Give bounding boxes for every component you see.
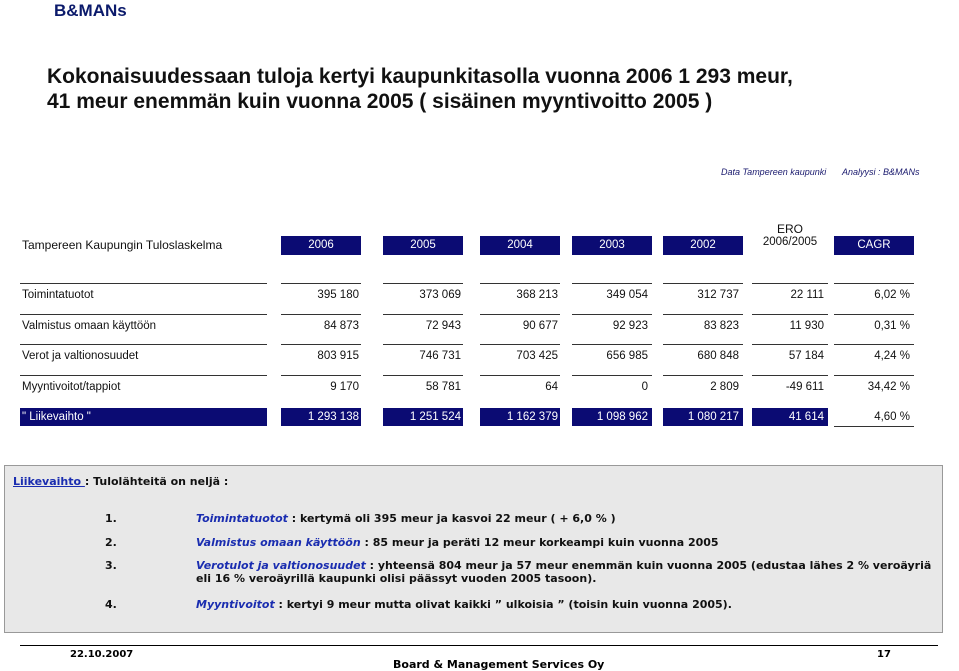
- year-header-2004: 2004: [480, 236, 560, 255]
- row-divider: [572, 344, 652, 345]
- row-divider: [834, 375, 914, 376]
- note-item-text: : yhteensä 804 meur ja 57 meur enemmän kuin vuonna 2005 (edustaa lähes 2 % veroäyriä eli 16 % veroäyrillä kaupunki olisi päässyt vuoden 2005 tasoon).: [196, 559, 932, 585]
- year-header-2002: 2002: [663, 236, 743, 255]
- table-cell: 0,31 %: [874, 320, 910, 332]
- note-heading: [13, 475, 228, 488]
- row-divider: [281, 314, 361, 315]
- row-divider: [20, 283, 267, 284]
- row-divider: [383, 283, 463, 284]
- table-cell: 6,02 %: [874, 289, 910, 301]
- ero-subtitle: 2006/2005: [762, 236, 818, 248]
- row-divider: [834, 344, 914, 345]
- note-item-2: [105, 536, 935, 549]
- table-cell: 22 111: [790, 289, 824, 301]
- table-cell: 92 923: [612, 320, 648, 332]
- row-divider: [572, 314, 652, 315]
- table-label: Tampereen Kaupungin Tuloslaskelma: [22, 238, 223, 252]
- row-divider: [281, 375, 361, 376]
- row-label-verot: Verot ja valtionosuudet: [22, 350, 139, 362]
- table-cell: 1 098 962: [596, 411, 648, 423]
- title-line-1: Kokonaisuudessaan tuloja kertyi kaupunkitasolla vuonna 2006 1 293 meur,: [47, 65, 793, 88]
- note-item-key: Toimintatuotot: [196, 512, 288, 525]
- footer-date: 22.10.2007: [70, 649, 134, 660]
- table-cell: 395 180: [317, 289, 359, 301]
- row-divider: [752, 344, 828, 345]
- table-cell: 84 873: [323, 320, 359, 332]
- note-item-key: Myyntivoitot: [196, 598, 275, 611]
- note-heading-rest: : Tulolähteitä on neljä :: [84, 475, 229, 488]
- row-divider: [834, 283, 914, 284]
- row-divider: [480, 314, 560, 315]
- table-cell: 1 293 138: [307, 411, 359, 423]
- row-divider: [752, 314, 828, 315]
- row-label-toimintatuotot: Toimintatuotot: [22, 289, 94, 301]
- title-line-2: 41 meur enemmän kuin vuonna 2005 ( sisäinen myyntivoitto 2005 ): [47, 90, 713, 113]
- row-divider: [281, 283, 361, 284]
- note-item-text: : kertymä oli 395 meur ja kasvoi 22 meur ( + 6,0 % ): [287, 512, 616, 525]
- table-cell: 11 930: [789, 320, 824, 332]
- row-divider: [480, 375, 560, 376]
- data-source: Data Tampereen kaupunki: [721, 167, 827, 177]
- table-cell: -49 611: [785, 381, 824, 393]
- table-cell: 4,24 %: [874, 350, 910, 362]
- table-cell: 9 170: [330, 381, 359, 393]
- note-item-number: 4.: [105, 598, 117, 611]
- note-item-number: 1.: [105, 512, 117, 525]
- row-divider: [480, 344, 560, 345]
- row-divider: [20, 375, 267, 376]
- table-cell: 34,42 %: [867, 381, 910, 393]
- note-item-text: : kertyi 9 meur mutta olivat kaikki ” ulkoisia ” (toisin kuin vuonna 2005).: [274, 598, 732, 611]
- table-cell: 41 614: [788, 411, 824, 423]
- table-cell: 2 809: [710, 381, 739, 393]
- note-item-text: : 85 meur ja peräti 12 meur korkeampi kuin vuonna 2005: [360, 536, 719, 549]
- year-header-2006: 2006: [281, 236, 361, 255]
- cagr-header: CAGR: [834, 236, 914, 255]
- table-cell: 312 737: [697, 289, 739, 301]
- table-cell: 349 054: [606, 289, 648, 301]
- table-cell: 57 184: [788, 350, 824, 362]
- note-item-key: Valmistus omaan käyttöön: [196, 536, 361, 549]
- table-cell: 746 731: [419, 350, 461, 362]
- page-title: [47, 64, 793, 114]
- row-divider: [20, 344, 267, 345]
- table-cell: 83 823: [703, 320, 739, 332]
- row-divider: [572, 283, 652, 284]
- ero-header: [752, 222, 828, 248]
- row-divider: [834, 314, 914, 315]
- row-divider: [383, 375, 463, 376]
- row-divider: [572, 375, 652, 376]
- row-divider: [663, 344, 743, 345]
- row-divider: [20, 314, 267, 315]
- table-cell: 72 943: [425, 320, 461, 332]
- table-cell: 1 251 524: [409, 411, 461, 423]
- row-divider: [663, 283, 743, 284]
- row-label-myyntivoitot: Myyntivoitot/tappiot: [22, 381, 121, 393]
- note-item-1: [105, 512, 935, 525]
- note-item-3: [105, 559, 935, 585]
- note-item-4: [105, 598, 935, 611]
- page-number: 17: [877, 649, 891, 660]
- table-cell: 368 213: [516, 289, 558, 301]
- note-heading-link: Liikevaihto: [13, 475, 85, 488]
- table-cell: 64: [545, 381, 558, 393]
- row-divider: [752, 375, 828, 376]
- row-label-valmistus: Valmistus omaan käyttöön: [22, 320, 157, 332]
- table-cell: 58 781: [425, 381, 461, 393]
- year-header-2005: 2005: [383, 236, 463, 255]
- year-header-2003: 2003: [572, 236, 652, 255]
- table-cell: 656 985: [606, 350, 648, 362]
- footer-company: Board & Management Services Oy: [393, 658, 605, 671]
- table-cell: 1 162 379: [506, 411, 558, 423]
- row-divider: [281, 344, 361, 345]
- row-divider: [663, 314, 743, 315]
- table-cell: 4,60 %: [874, 411, 910, 423]
- note-item-number: 3.: [105, 559, 117, 572]
- row-divider: [663, 375, 743, 376]
- row-divider: [383, 314, 463, 315]
- row-divider: [834, 426, 914, 427]
- ero-title: ERO: [776, 222, 803, 236]
- table-cell: 373 069: [419, 289, 461, 301]
- row-divider: [383, 344, 463, 345]
- table-cell: 90 677: [522, 320, 558, 332]
- note-item-number: 2.: [105, 536, 117, 549]
- table-cell: 803 915: [317, 350, 359, 362]
- analysis-source: Analyysi : B&MANs: [842, 167, 920, 177]
- table-cell: 1 080 217: [687, 411, 739, 423]
- footer-rule: [20, 645, 938, 646]
- table-cell: 680 848: [697, 350, 739, 362]
- row-label-liikevaihto: " Liikevaihto ": [22, 411, 91, 423]
- table-cell: 0: [641, 381, 648, 393]
- company-logo: B&MANs: [54, 1, 127, 20]
- row-divider: [480, 283, 560, 284]
- row-divider: [752, 283, 828, 284]
- table-cell: 703 425: [516, 350, 558, 362]
- note-item-key: Verotulot ja valtionosuudet: [196, 559, 366, 572]
